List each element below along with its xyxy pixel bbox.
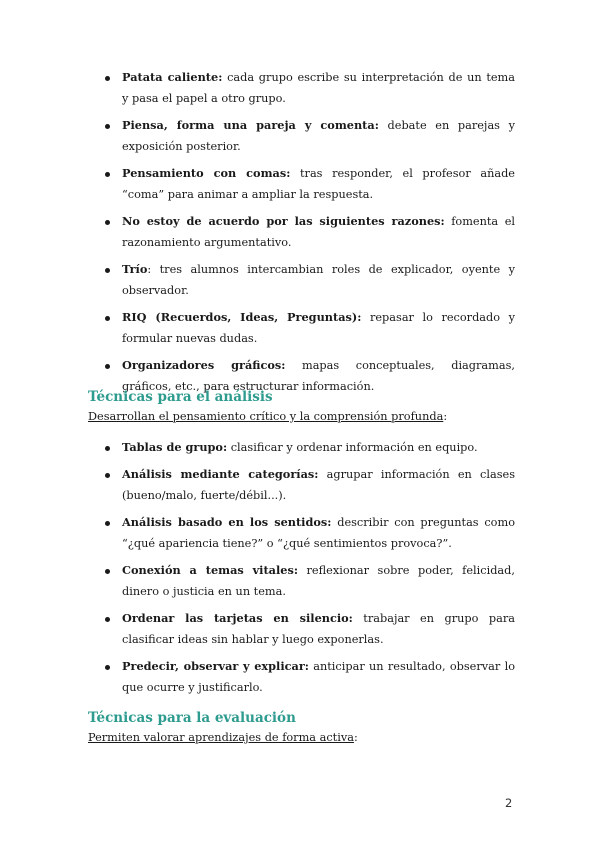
intro-suffix: :: [353, 731, 358, 744]
item-term: Tablas de grupo:: [122, 440, 228, 454]
list-item: [105, 560, 515, 602]
bullet-icon: [105, 364, 110, 369]
intro-suffix: :: [443, 410, 448, 423]
list-item: [105, 608, 515, 650]
item-text: describir con preguntas como “¿qué apariencia tiene?” o “¿qué sentimientos provoca?”.: [122, 516, 515, 550]
section-intro-evaluation: [88, 731, 358, 744]
list-item: [105, 307, 515, 349]
item-term: Ordenar las tarjetas en silencio:: [122, 611, 353, 625]
item-text: : tres alumnos intercambian roles de explicador, oyente y observador.: [122, 263, 515, 297]
bullet-icon: [105, 76, 110, 81]
item-text: trabajar en grupo para clasificar ideas sin hablar y luego exponerlas.: [122, 612, 515, 646]
section-heading-evaluation: Técnicas para la evaluación: [88, 710, 296, 726]
item-text: tras responder, el profesor añade “coma” para animar a ampliar la respuesta.: [122, 167, 515, 201]
item-term: RIQ (Recuerdos, Ideas, Preguntas):: [122, 310, 362, 324]
list-item: [105, 656, 515, 698]
list-item: [105, 512, 515, 554]
bullet-icon: [105, 268, 110, 273]
bullet-icon: [105, 569, 110, 574]
bullet-icon: [105, 473, 110, 478]
item-term: Conexión a temas vitales:: [122, 563, 299, 577]
section-intro-analysis: [88, 410, 447, 423]
item-term: Predecir, observar y explicar:: [122, 659, 309, 673]
bullet-icon: [105, 124, 110, 129]
bullet-icon: [105, 172, 110, 177]
item-text: clasificar y ordenar información en equipo.: [227, 441, 478, 454]
analysis-list: [105, 437, 515, 704]
item-text: reflexionar sobre poder, felicidad, dinero o justicia en un tema.: [122, 564, 515, 598]
bullet-icon: [105, 446, 110, 451]
item-text: fomenta el razonamiento argumentativo.: [122, 215, 515, 249]
intro-text: Permiten valorar aprendizajes de forma activa: [88, 731, 354, 744]
bullet-icon: [105, 521, 110, 526]
bullet-icon: [105, 665, 110, 670]
bullet-icon: [105, 316, 110, 321]
item-term: Piensa, forma una pareja y comenta:: [122, 118, 379, 132]
item-text: debate en parejas y exposición posterior.: [122, 119, 515, 153]
list-item: [105, 115, 515, 157]
list-item: [105, 163, 515, 205]
section-heading-analysis: Técnicas para el análisis: [88, 389, 273, 405]
page-number: 2: [505, 796, 513, 810]
item-text: mapas conceptuales, diagramas, gráficos, etc., para estructurar información.: [122, 359, 515, 393]
item-text: repasar lo recordado y formular nuevas dudas.: [122, 311, 515, 345]
list-item: [105, 464, 515, 506]
bullet-icon: [105, 220, 110, 225]
item-term: Trío: [122, 262, 148, 276]
list-item: [105, 259, 515, 301]
list-item: [105, 437, 515, 458]
item-term: Análisis basado en los sentidos:: [122, 515, 332, 529]
item-term: Pensamiento con comas:: [122, 166, 291, 180]
item-term: No estoy de acuerdo por las siguientes razones:: [122, 214, 445, 228]
intro-text: Desarrollan el pensamiento crítico y la comprensión profunda: [88, 410, 444, 423]
item-term: Patata caliente:: [122, 70, 223, 84]
bullet-icon: [105, 617, 110, 622]
list-item: [105, 211, 515, 253]
item-text: cada grupo escribe su interpretación de un tema y pasa el papel a otro grupo.: [122, 71, 515, 105]
item-term: Organizadores gráficos:: [122, 358, 286, 372]
item-term: Análisis mediante categorías:: [122, 467, 319, 481]
techniques-list-top: [105, 67, 515, 403]
item-text: anticipar un resultado, observar lo que ocurre y justificarlo.: [122, 660, 516, 694]
list-item: [105, 67, 515, 109]
item-text: agrupar información en clases (bueno/malo, fuerte/débil...).: [122, 468, 515, 502]
